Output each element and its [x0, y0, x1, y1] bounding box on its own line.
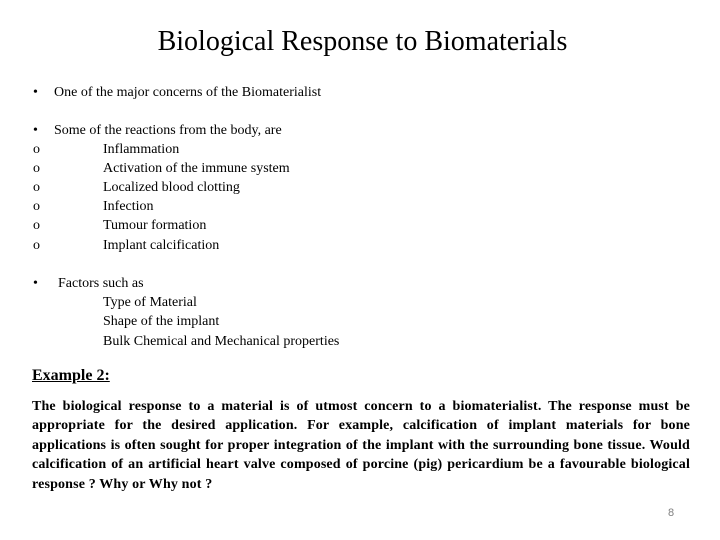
sub-list-text: Localized blood clotting [103, 180, 240, 195]
sub-bullet-marker: o [33, 180, 40, 195]
sub-list-text: Tumour formation [103, 218, 207, 233]
sub-bullet-marker: o [33, 218, 40, 233]
sub-bullet-marker: o [33, 238, 40, 253]
bullet-text: Some of the reactions from the body, are [54, 123, 282, 138]
bullet-marker: • [33, 123, 38, 138]
bullet-marker: • [33, 276, 38, 291]
sub-bullet-marker: o [33, 199, 40, 214]
page-number: 8 [668, 507, 675, 519]
bullet-marker: • [33, 85, 38, 100]
example-heading: Example 2: [32, 367, 110, 384]
slide-title: Biological Response to Biomaterials [157, 26, 568, 57]
sub-list-text: Implant calcification [103, 238, 220, 253]
sub-list-text: Bulk Chemical and Mechanical properties [103, 334, 340, 349]
sub-list-text: Type of Material [103, 295, 197, 310]
sub-bullet-marker: o [33, 142, 40, 157]
sub-list-text: Activation of the immune system [103, 161, 290, 176]
bullet-text: Factors such as [58, 276, 144, 291]
sub-list-text: Shape of the implant [103, 314, 220, 329]
example-paragraph: The biological response to a material is of utmost concern to a biomaterialist. The response must be appropriate for the desired application. For example, calcification of implant materials for bone applications is often sought for proper integration of the implant with the surrounding bone tissue. Would calcification of an artificial heart valve composed of porcine (pig) pericardium be a favourable biological response ? Why or Why not ? [32, 399, 690, 492]
sub-bullet-marker: o [33, 161, 40, 176]
bullet-text: One of the major concerns of the Biomaterialist [54, 85, 322, 100]
sub-list-text: Inflammation [103, 142, 180, 157]
sub-list-text: Infection [103, 199, 154, 214]
